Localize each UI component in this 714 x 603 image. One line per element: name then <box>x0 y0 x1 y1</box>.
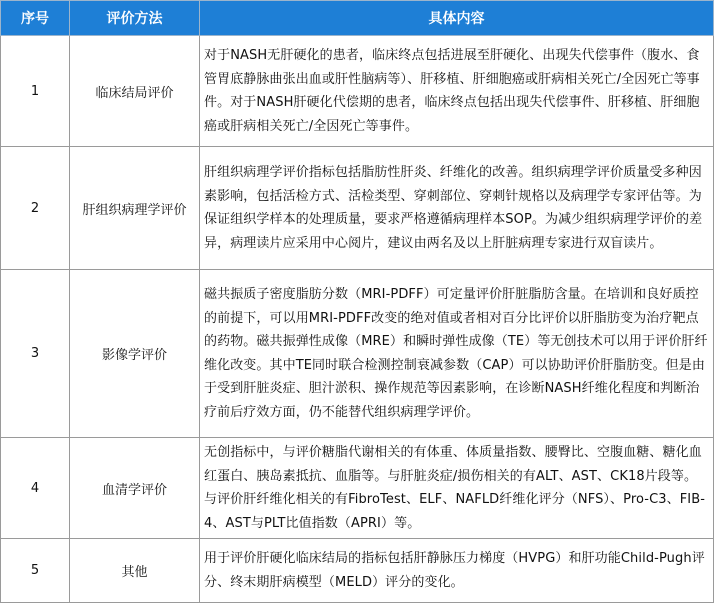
row-content: 肝组织病理学评价指标包括脂肪性肝炎、纤维化的改善。组织病理学评价质量受多种因素影响，包括活检方式、活检类型、穿刺部位、穿刺针规格以及病理学专家评估等。为保证组织学样本的处理质量，要求严格遵循病理样本SOP。为减少组织病理学评价的差异，病理读片应采用中心阅片，建议由两名及以上肝脏病理专家进行双盲读片。 <box>200 147 714 270</box>
table-body <box>1 36 714 603</box>
row-method: 其他 <box>70 539 200 603</box>
table-row <box>1 438 714 539</box>
row-method: 影像学评价 <box>70 270 200 438</box>
row-content: 用于评价肝硬化临床结局的指标包括肝静脉压力梯度（HVPG）和肝功能Child-Pugh评分、终末期肝病模型（MELD）评分的变化。 <box>200 539 714 603</box>
header-row <box>1 1 714 36</box>
row-index: 5 <box>1 539 70 603</box>
table-header <box>1 1 714 36</box>
row-content: 无创指标中，与评价糖脂代谢相关的有体重、体质量指数、腰臀比、空腹血糖、糖化血红蛋白、胰岛素抵抗、血脂等。与肝脏炎症/损伤相关的有ALT、AST、CK18片段等。与评价肝纤维化相关的有FibroTest、ELF、NAFLD纤维化评分（NFS）、Pro-C3、FIB-4、AST与PLT比值指数（APRI）等。 <box>200 438 714 539</box>
row-index: 1 <box>1 36 70 147</box>
table-row <box>1 147 714 270</box>
row-content: 对于NASH无肝硬化的患者，临床终点包括进展至肝硬化、出现失代偿事件（腹水、食管胃底静脉曲张出血或肝性脑病等）、肝移植、肝细胞癌或肝病相关死亡/全因死亡等事件。对于NASH肝硬化代偿期的患者，临床终点包括出现失代偿事件、肝移植、肝细胞癌或肝病相关死亡/全因死亡等事件。 <box>200 36 714 147</box>
row-content: 磁共振质子密度脂肪分数（MRI-PDFF）可定量评价肝脏脂肪含量。在培训和良好质控的前提下，可以用MRI-PDFF改变的绝对值或者相对百分比评价以肝脂肪变为治疗靶点的药物。磁共振弹性成像（MRE）和瞬时弹性成像（TE）等无创技术可以用于评价肝纤维化改变。其中TE同时联合检测控制衰减参数（CAP）可以协助评价肝脂肪变。但是由于受到肝脏炎症、胆汁淤积、操作规范等因素影响，在诊断NASH纤维化程度和判断治疗前后疗效方面，仍不能替代组织病理学评价。 <box>200 270 714 438</box>
row-method: 临床结局评价 <box>70 36 200 147</box>
row-method: 血清学评价 <box>70 438 200 539</box>
header-index: 序号 <box>1 1 70 36</box>
row-index: 2 <box>1 147 70 270</box>
header-method: 评价方法 <box>70 1 200 36</box>
table-row <box>1 539 714 603</box>
row-method: 肝组织病理学评价 <box>70 147 200 270</box>
row-index: 4 <box>1 438 70 539</box>
header-content: 具体内容 <box>200 1 714 36</box>
table-row <box>1 36 714 147</box>
row-index: 3 <box>1 270 70 438</box>
table-row <box>1 270 714 438</box>
